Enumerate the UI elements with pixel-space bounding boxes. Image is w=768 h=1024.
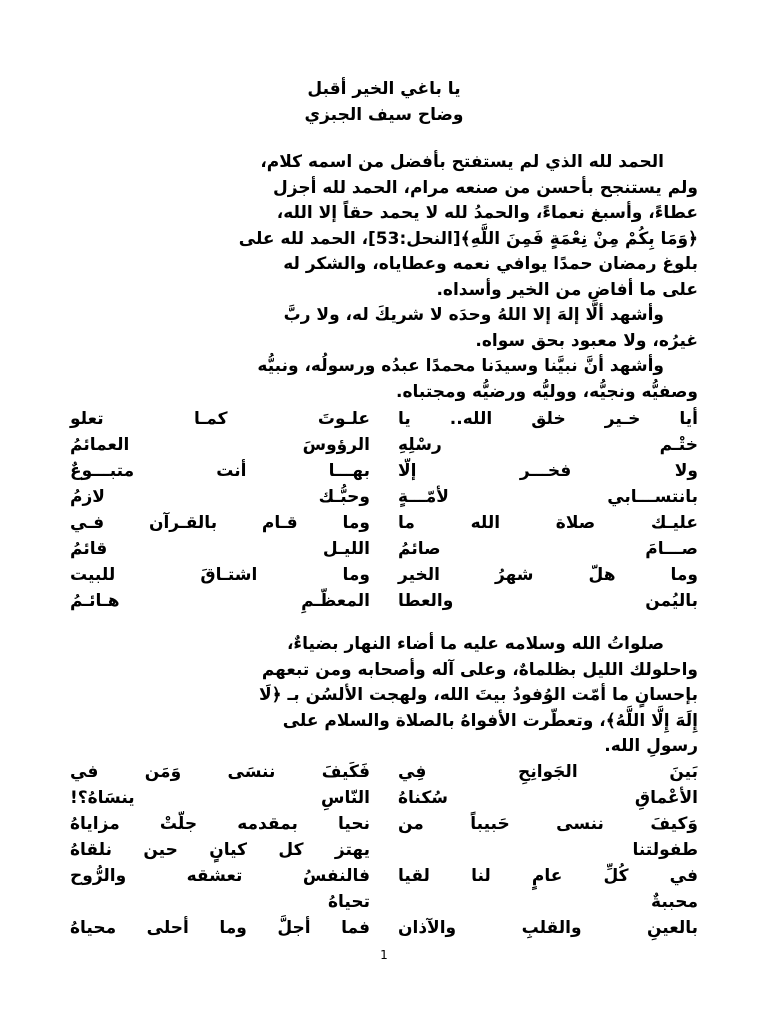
verse-row <box>70 915 698 941</box>
verse-line: بانتســـابي لأمّـــةٍ <box>398 487 698 507</box>
verse-line: الأعْماقِ سُكناهُ <box>398 788 698 808</box>
verse-line: وما اشتـاقَ للبيت <box>70 565 370 585</box>
verse-line: بالعينِ والقلبِ والآذان <box>398 918 698 938</box>
verse-first-hemistich <box>398 562 698 614</box>
verse-line: عليـك صلاة الله ما <box>398 513 698 533</box>
verse-line: في كُلِّ عامٍ لنا لقيا <box>398 866 698 886</box>
verse-row <box>70 863 698 915</box>
middle-line: رسولِ الله. <box>604 736 698 756</box>
middle-line: إِلَهَ إِلَّا اللَّهُ﴾، وتعطّرت الأفواهُ بالصلاة والسلام على <box>282 710 698 731</box>
middle-line: صلواتُ الله وسلامه عليه ما أضاء النهار بضياءٌ، <box>286 634 664 654</box>
verse-line: الليـل قائمُ <box>70 539 370 559</box>
verse-row <box>70 811 698 863</box>
verse-second-hemistich <box>70 510 370 562</box>
verse-second-hemistich <box>70 562 370 614</box>
verse-line: أيا خـير خلق الله.. يا <box>398 409 698 429</box>
verse-line: فالنفسُ تعشقه والرُّوح <box>70 866 370 886</box>
verse-line: محببةٌ <box>651 892 698 912</box>
page-number: 1 <box>380 948 388 962</box>
verse-line: وما قـام بالقـرآن فـي <box>70 513 370 533</box>
middle-line: واحلولك الليل بظلماهٌ، وعلى آله وأصحابه ومن تبعهم <box>261 659 698 680</box>
verse-line: باليُمن والعطا <box>398 591 698 611</box>
intro-line: الحمد لله الذي لم يستفتح بأفضل من اسمه كلام، <box>260 152 664 172</box>
verse-line: علـوتَ كمـا تعلو <box>70 409 370 429</box>
verse-line: نحيا بمقدمه جلّتْ مزاياهُ <box>70 814 370 834</box>
verse-line: بهـــا أنت متبـــوعٌ <box>70 461 370 481</box>
verse-line: صـــامَ صائمُ <box>398 539 698 559</box>
verse-row <box>70 458 698 510</box>
verse-line: طفولتنا <box>632 840 698 860</box>
verse-second-hemistich <box>70 458 370 510</box>
intro-line: عطاءً، وأسبغ نعماءً، والحمدُ لله لا يحمد حقاً إلا الله، <box>276 203 698 223</box>
verse-first-hemistich <box>398 863 698 915</box>
document-title: يا باغي الخير أقبل <box>307 79 461 99</box>
verse-second-hemistich <box>70 811 370 863</box>
verse-row <box>70 406 698 458</box>
verse-line: وما هلّ شهرُ الخير <box>398 565 698 585</box>
verse-row <box>70 759 698 811</box>
verse-line: فما أجلَّ وما أحلى محياهُ <box>70 918 370 938</box>
verse-line: وحبُّـك لازمُ <box>70 487 370 507</box>
verse-line: المعظّـمِ هـائـمُ <box>70 591 370 611</box>
verse-row <box>70 510 698 562</box>
verse-line: النّاسِ ينسَاهُ؟! <box>70 788 370 808</box>
intro-line: على ما أفاض من الخير وأسداه. <box>436 279 698 300</box>
verse-first-hemistich <box>398 458 698 510</box>
verse-first-hemistich <box>398 811 698 863</box>
verse-first-hemistich <box>398 759 698 811</box>
verse-line: بَينَ الجَوانِحِ فِي <box>398 762 698 782</box>
intro-line: غيرُه، ولا معبود بحق سواه. <box>475 330 698 351</box>
document-author: وضاح سيف الجبزي <box>304 105 464 125</box>
intro-line: بلوغ رمضان حمدًا يوافي نعمه وعطاياه، والشكر له <box>283 254 698 274</box>
verse-second-hemistich <box>70 915 370 941</box>
intro-line: ولم يستنجح بأحسن من صنعه مرام، الحمد لله أجزل <box>273 177 698 198</box>
verse-first-hemistich <box>398 915 698 941</box>
intro-line: وصفيُّه ونجيُّه، ووليُّه ورضيُّه ومجتباه. <box>396 381 698 402</box>
verse-line: ولا فخـــر إلّا <box>398 461 698 481</box>
verse-first-hemistich <box>398 406 698 458</box>
intro-line: ﴿وَمَا بِكُمْ مِنْ نِعْمَةٍ فَمِنَ اللَّهِ﴾[النحل:53]، الحمد لله على <box>238 228 698 249</box>
verse-second-hemistich <box>70 863 370 915</box>
verse-line: يهتز كل كيانٍ حين نلقاهُ <box>70 840 370 860</box>
verse-line: فَكَيفَ ننسَى وَمَن في <box>70 762 370 782</box>
poem-block-1 <box>70 406 698 614</box>
verse-row <box>70 562 698 614</box>
verse-line: تحياهُ <box>328 892 370 912</box>
verse-second-hemistich <box>70 406 370 458</box>
verse-line: ختْـم رسْلِهِ <box>398 435 698 455</box>
intro-paragraph <box>70 150 698 405</box>
verse-second-hemistich <box>70 759 370 811</box>
poem-block-2 <box>70 759 698 941</box>
middle-line: بإحسانٍ ما أمّت الوُفودُ بيتَ الله، ولهجت الألسُن بـ ﴿لَا <box>258 685 698 705</box>
intro-line: وأشهد ألَّا إلهَ إلا اللهُ وحدَه لا شريكَ له، ولا ربَّ <box>283 305 664 325</box>
middle-paragraph <box>70 632 698 760</box>
intro-line: وأشهد أنَّ نبيَّنا وسيدَنا محمدًا عبدُه ورسولُه، ونبيُّه <box>257 356 664 376</box>
verse-line: وَكيفَ ننسى حَبيباً من <box>398 814 698 834</box>
verse-line: الرؤوسَ العمائمُ <box>70 435 370 455</box>
verse-first-hemistich <box>398 510 698 562</box>
